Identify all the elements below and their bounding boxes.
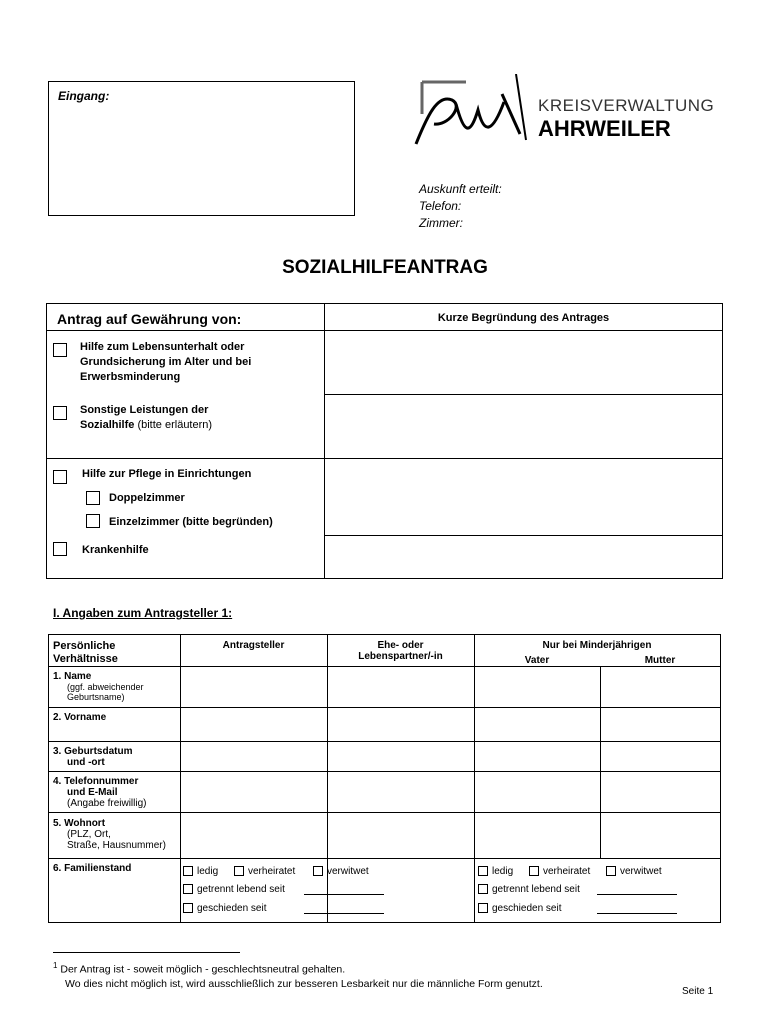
option-sonstige-line1: Sonstige Leistungen der <box>80 404 209 416</box>
option-lebensunterhalt <box>80 340 251 385</box>
option-lebensunterhalt-line2: Grundsicherung im Alter und bei <box>80 356 252 368</box>
fs-ledig-minor-label: ledig <box>492 866 514 877</box>
fs-ledig[interactable] <box>183 866 218 877</box>
angaben-table <box>48 634 721 923</box>
row-label-telefon <box>53 776 146 809</box>
table-row-divider <box>48 771 721 772</box>
row-label-geburtsdatum-line1: 3. Geburtsdatum <box>53 746 133 757</box>
fs-getrennt-minor-date-field[interactable] <box>597 885 677 895</box>
fs-geschieden-minor-date-field[interactable] <box>597 904 677 914</box>
page-title: SOZIALHILFEANTRAG <box>282 257 488 278</box>
section1-title: I. Angaben zum Antragsteller 1: <box>53 606 233 620</box>
fs-verwitwet-checkbox[interactable] <box>313 866 323 876</box>
antrag-col-divider <box>324 303 325 579</box>
fs-getrennt-minor-label: getrennt lebend seit <box>492 884 580 895</box>
logo-mark-icon <box>408 74 533 154</box>
row-label-wohnort-line1: 5. Wohnort <box>53 818 106 829</box>
fs-ledig-label: ledig <box>197 866 219 877</box>
antrag-header-divider <box>46 330 723 331</box>
col-header-antragsteller: Antragsteller <box>222 640 285 651</box>
fs-ledig-checkbox[interactable] <box>183 866 193 876</box>
fs-geschieden-checkbox[interactable] <box>183 903 193 913</box>
fs-geschieden-minor[interactable] <box>478 903 562 914</box>
col-header-persoenlich-line1: Persönliche <box>53 640 116 652</box>
table-row-divider <box>48 858 721 859</box>
col-header-partner <box>327 640 474 662</box>
col-header-partner-line2: Lebenspartner/-in <box>358 651 443 662</box>
footnote-divider <box>53 952 240 953</box>
row-label-wohnort <box>53 818 166 851</box>
row-label-vorname: 2. Vorname <box>53 712 107 723</box>
fs-getrennt[interactable] <box>183 884 285 895</box>
kreisverwaltung-logo <box>408 74 715 154</box>
checkbox-pflege[interactable] <box>53 470 67 484</box>
table-row-divider <box>48 666 721 667</box>
col-header-partner-line1: Ehe- oder <box>377 640 424 651</box>
footnote-mark: 1 <box>53 961 58 970</box>
fs-verheiratet-minor-label: verheiratet <box>543 866 591 877</box>
footnote-line2: Wo dies nicht möglich ist, wird ausschließlich zur besseren Lesbarkeit nur die männliche Form genutzt. <box>65 977 543 990</box>
fs-verheiratet-minor-checkbox[interactable] <box>529 866 539 876</box>
fs-getrennt-label: getrennt lebend seit <box>197 884 285 895</box>
row-label-familienstand: 6. Familienstand <box>53 863 132 874</box>
logo-text-line1: KREISVERWALTUNG <box>538 96 715 115</box>
antrag-header-right: Kurze Begründung des Antrages <box>437 312 610 324</box>
row-label-geburtsdatum <box>53 746 132 768</box>
fs-getrennt-checkbox[interactable] <box>183 884 193 894</box>
option-pflege: Hilfe zur Pflege in Einrichtungen <box>82 468 252 480</box>
antrag-row-divider <box>46 458 723 459</box>
option-sonstige-line2-note: (bitte erläutern) <box>134 419 213 431</box>
row-label-telefon-line3: (Angabe freiwillig) <box>67 798 147 809</box>
footnote-line1: Der Antrag ist - soweit möglich - geschlechtsneutral gehalten. <box>60 963 346 976</box>
table-col-divider <box>327 634 328 923</box>
fs-geschieden[interactable] <box>183 903 267 914</box>
fs-geschieden-minor-checkbox[interactable] <box>478 903 488 913</box>
col-header-mutter: Mutter <box>644 655 676 666</box>
fs-verwitwet[interactable] <box>313 866 369 877</box>
antrag-row-divider <box>324 535 723 536</box>
eingang-label: Eingang: <box>58 89 110 103</box>
table-row-divider <box>48 741 721 742</box>
row-label-wohnort-line2: (PLZ, Ort, <box>67 829 111 840</box>
fs-verwitwet-minor-label: verwitwet <box>620 866 662 877</box>
option-sonstige <box>80 403 212 433</box>
contact-telefon: Telefon: <box>419 199 462 213</box>
antrag-header-left: Antrag auf Gewährung von: <box>57 311 242 327</box>
checkbox-sonstige[interactable] <box>53 406 67 420</box>
row-label-telefon-line2: und E-Mail <box>67 787 118 798</box>
row-label-telefon-line1: 4. Telefonnummer <box>53 776 139 787</box>
fs-geschieden-label: geschieden seit <box>197 903 267 914</box>
row-label-name-line3: Geburtsname) <box>67 692 125 702</box>
fs-verwitwet-minor[interactable] <box>606 866 662 877</box>
option-lebensunterhalt-line1: Hilfe zum Lebensunterhalt oder <box>80 341 245 353</box>
row-label-wohnort-line3: Straße, Hausnummer) <box>67 840 166 851</box>
table-col-divider <box>180 634 181 923</box>
checkbox-lebensunterhalt[interactable] <box>53 343 67 357</box>
contact-zimmer: Zimmer: <box>419 216 463 230</box>
eingang-box <box>48 81 355 216</box>
option-sonstige-line2-bold: Sozialhilfe <box>80 419 135 431</box>
fs-verheiratet-checkbox[interactable] <box>234 866 244 876</box>
fs-getrennt-date-field[interactable] <box>304 885 384 895</box>
fs-ledig-minor[interactable] <box>478 866 513 877</box>
row-label-geburtsdatum-line2: und -ort <box>67 757 105 768</box>
antrag-row-divider <box>324 394 723 395</box>
checkbox-einzelzimmer[interactable] <box>86 514 100 528</box>
table-row-divider <box>48 812 721 813</box>
page-number: Seite 1 <box>682 986 714 997</box>
option-einzelzimmer: Einzelzimmer (bitte begründen) <box>109 516 273 528</box>
contact-auskunft: Auskunft erteilt: <box>419 182 502 196</box>
fs-getrennt-minor[interactable] <box>478 884 580 895</box>
option-krankenhilfe: Krankenhilfe <box>82 544 149 556</box>
row-label-name-line2: (ggf. abweichender <box>67 682 144 692</box>
fs-ledig-minor-checkbox[interactable] <box>478 866 488 876</box>
table-col-divider <box>474 634 475 923</box>
checkbox-krankenhilfe[interactable] <box>53 542 67 556</box>
col-header-vater: Vater <box>524 655 550 666</box>
option-doppelzimmer: Doppelzimmer <box>109 492 185 504</box>
fs-geschieden-date-field[interactable] <box>304 904 384 914</box>
table-col-divider <box>720 634 721 923</box>
table-col-divider <box>600 666 601 859</box>
option-lebensunterhalt-line3: Erwerbsminderung <box>80 371 181 383</box>
logo-text-line2: AHRWEILER <box>538 116 671 141</box>
fs-verwitwet-minor-checkbox[interactable] <box>606 866 616 876</box>
col-header-minderjaehrige: Nur bei Minderjährigen <box>542 640 652 651</box>
fs-verheiratet[interactable] <box>234 866 295 877</box>
fs-verheiratet-minor[interactable] <box>529 866 590 877</box>
row-label-name-line1: 1. Name <box>53 671 92 682</box>
fs-verwitwet-label: verwitwet <box>327 866 369 877</box>
fs-geschieden-minor-label: geschieden seit <box>492 903 562 914</box>
row-label-name <box>53 671 144 702</box>
col-header-persoenlich <box>53 640 118 666</box>
col-header-persoenlich-line2: Verhältnisse <box>53 653 118 665</box>
checkbox-doppelzimmer[interactable] <box>86 491 100 505</box>
fs-getrennt-minor-checkbox[interactable] <box>478 884 488 894</box>
fs-verheiratet-label: verheiratet <box>248 866 296 877</box>
footnote <box>53 959 543 991</box>
table-row-divider <box>48 707 721 708</box>
